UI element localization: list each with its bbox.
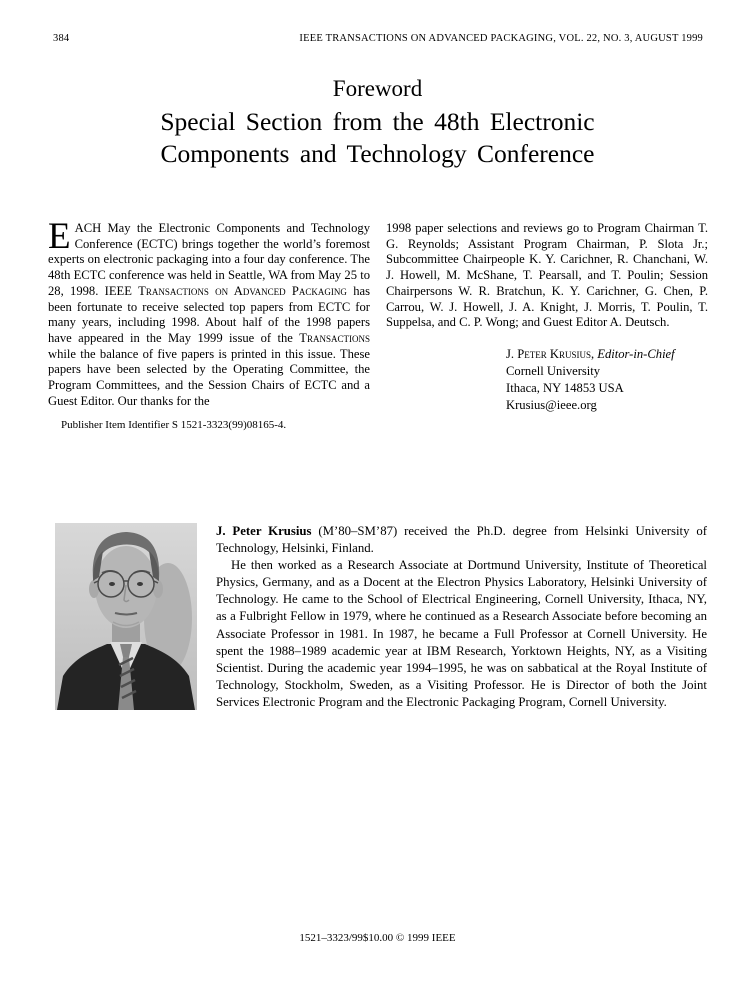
editor-name: J. Peter Krusius xyxy=(506,346,591,361)
page-number: 384 xyxy=(53,33,70,44)
body-columns xyxy=(48,216,708,434)
credits-paragraph: 1998 paper selections and reviews go to Program Chairman T. G. Reynolds; Assistant Program Chairman, P. Slota Jr.; Subcommittee Chairpeople K. Y. Carichner, R. Chanchani, W. J. Howell, M. McShane, T. Pearsall, and T. Poulin; Session Chairpersons W. R. Bratchun, K. Y. Carichner, G. Chen, P. Carrou, W. J. Howell, J. A. Knight, J. Morris, T. Poulin, T. Suppelsa, and C. P. Wong; and Guest Editor A. Deutsch. xyxy=(386,221,708,330)
signature-block xyxy=(506,346,708,414)
bio-paragraph-2: He then worked as a Research Associate at Dortmund University, Institute of Theoretical Physics, Germany, and as a Docent at the Electron Physics Laboratory, Helsinki University of Technology. He came to the School of Electrical Engineering, Cornell University, Ithaca, NY, as a Fulbright Fellow in 1979, where he continued as a Research Associate before becoming an Associate Professor in 1981. In 1987, he became a Full Professor at Cornell University. He spent the 1988–1989 academic year at IBM Research, Yorktown Heights, NY, as a Visiting Scientist. During the academic year 1994–1995, he was on sabbatical at the Royal Institute of Technology, Stockholm, Sweden, as a Visiting Professor. He is Director of both the Joint Services Electronic Program and the Electronic Packaging Program, Cornell University. xyxy=(216,558,707,709)
section-title-line2: Components and Technology Conference xyxy=(160,139,595,168)
portrait-photo xyxy=(55,523,197,710)
signature-separator: , xyxy=(590,346,598,361)
bio-paragraph-1-text: (M’80–SM’87) received the Ph.D. degree from Helsinki University of Technology, Helsinki, Finland. xyxy=(216,524,707,556)
signature-name-line xyxy=(506,346,708,363)
copyright-line: 1521–3323/99$10.00 © 1999 IEEE xyxy=(299,932,456,944)
section-title xyxy=(0,106,755,170)
intro-paragraph xyxy=(48,216,370,409)
running-head xyxy=(53,33,703,44)
bio-name: J. Peter Krusius xyxy=(216,524,312,538)
intro-seg2: has been fortunate to receive selected top papers from ECTC for many years, including 1998. About half of the 1998 papers have appeared in the May 1999 issue of the xyxy=(48,283,370,345)
drop-cap: E xyxy=(48,216,71,257)
column-right xyxy=(386,221,708,434)
editor-affiliation: Cornell University xyxy=(506,363,601,378)
editor-role: Editor-in-Chief xyxy=(597,346,675,361)
biography-section xyxy=(55,523,707,711)
foreword-title: Foreword xyxy=(332,76,423,101)
column-left xyxy=(48,216,370,434)
intro-seg3: while the balance of five papers is printed in this issue. These papers have been selected by the Operating Committee, the Program Committees, and the Session Chairs of ECTC and a Guest Editor. Our thanks for the xyxy=(48,346,370,408)
editor-address: Ithaca, NY 14853 USA xyxy=(506,380,624,395)
editor-email: Krusius@ieee.org xyxy=(506,397,597,412)
journal-title: IEEE TRANSACTIONS ON ADVANCED PACKAGING, VOL. 22, NO. 3, AUGUST 1999 xyxy=(299,33,703,44)
intro-seg1: ACH May the Electronic Components and Technology Conference (ECTC) brings together the world’s foremost experts on electronic packaging into a four day conference. The 48th ECTC conference was held in Seattle, WA from May 25 to 28, 1998. IEEE xyxy=(48,221,370,298)
title-block xyxy=(0,76,755,170)
publisher-item-identifier: Publisher Item Identifier S 1521-3323(99)08165-4. xyxy=(61,419,287,432)
journal-name-smallcaps: Transactions on Advanced Packaging xyxy=(138,283,347,298)
transactions-smallcaps: Transactions xyxy=(299,330,370,345)
section-title-line1: Special Section from the 48th Electronic xyxy=(160,107,595,136)
